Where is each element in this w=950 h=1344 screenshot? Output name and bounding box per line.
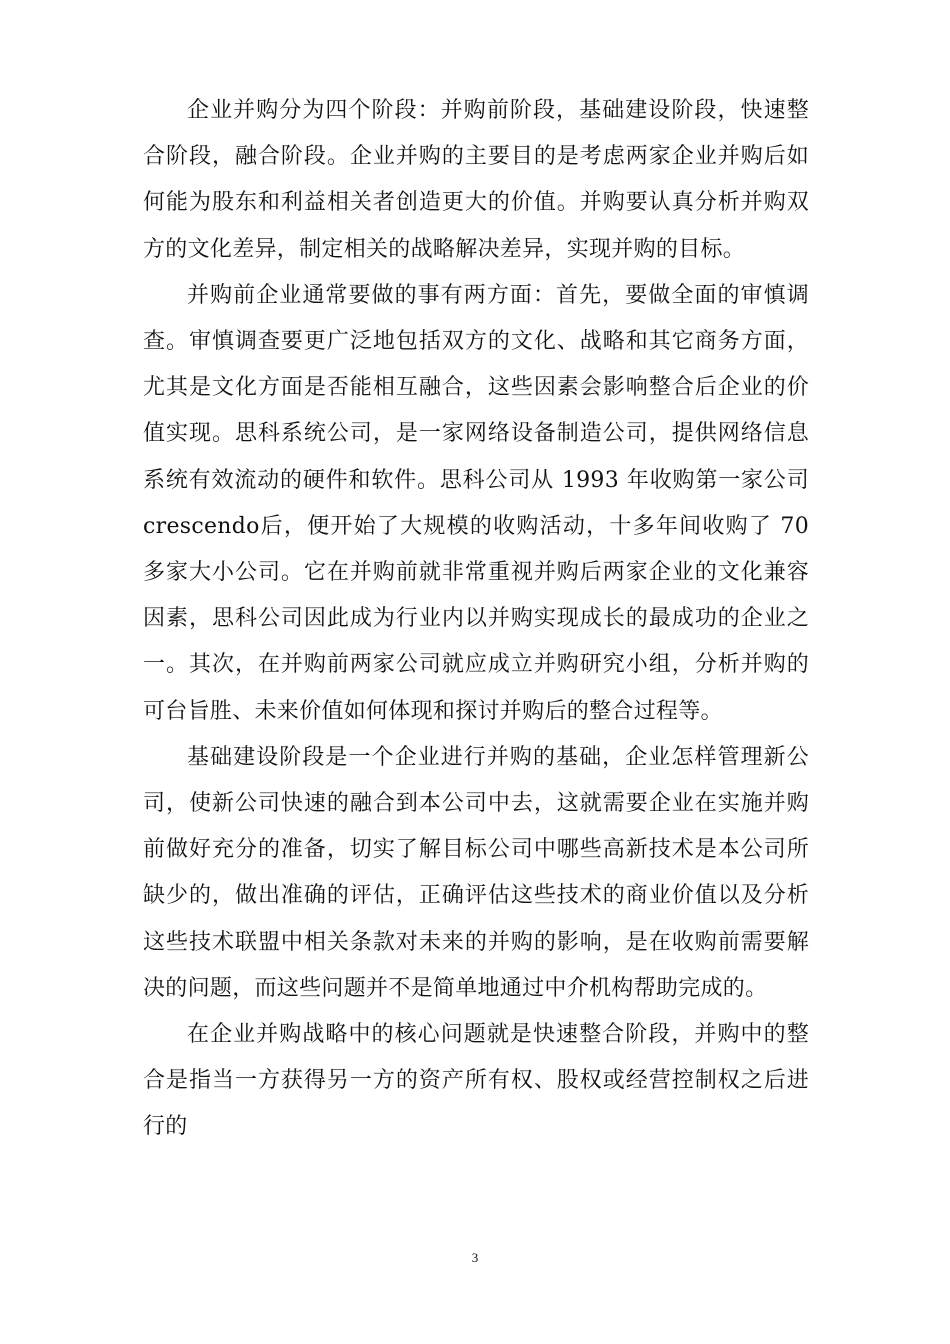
- paragraph-1: 企业并购分为四个阶段：并购前阶段，基础建设阶段，快速整合阶段，融合阶段。企业并购的主要目的是考虑两家企业并购后如何能为股东和利益相关者创造更大的价值。并购要认真分析并购双方的文化差异，制定相关的战略解决差异，实现并购的目标。: [143, 98, 809, 262]
- body-text: [143, 88, 809, 1151]
- page-number: 3: [471, 1250, 479, 1265]
- paragraph-3: 基础建设阶段是一个企业进行并购的基础，企业怎样管理新公司，使新公司快速的融合到本公司中去，这就需要企业在实施并购前做好充分的准备，切实了解目标公司中哪些高新技术是本公司所缺少的，做出准确的评估，正确评估这些技术的商业价值以及分析这些技术联盟中相关条款对未来的并购的影响，是在收购前需要解决的问题，而这些问题并不是简单地通过中介机构帮助完成的。: [143, 744, 809, 1001]
- paragraph-2: 并购前企业通常要做的事有两方面：首先，要做全面的审慎调查。审慎调查要更广泛地包括双方的文化、战略和其它商务方面，尤其是文化方面是否能相互融合，这些因素会影响整合后企业的价值实现。思科系统公司，是一家网络设备制造公司，提供网络信息系统有效流动的硬件和软件。思科公司从 1993 年收购第一家公司crescendo后，便开始了大规模的收购活动，十多年间收购了 70 多家大小公司。它在并购前就非常重视并购后两家企业的文化兼容因素，思科公司因此成为行业内以并购实现成长的最成功的企业之一。其次，在并购前两家公司就应成立并购研究小组，分析并购的可台旨胜、未来价值如何体现和探讨并购后的整合过程等。: [143, 282, 809, 724]
- paragraph-4: 在企业并购战略中的核心问题就是快速整合阶段，并购中的整合是指当一方获得另一方的资产所有权、股权或经营控制权之后进行的: [143, 1022, 809, 1140]
